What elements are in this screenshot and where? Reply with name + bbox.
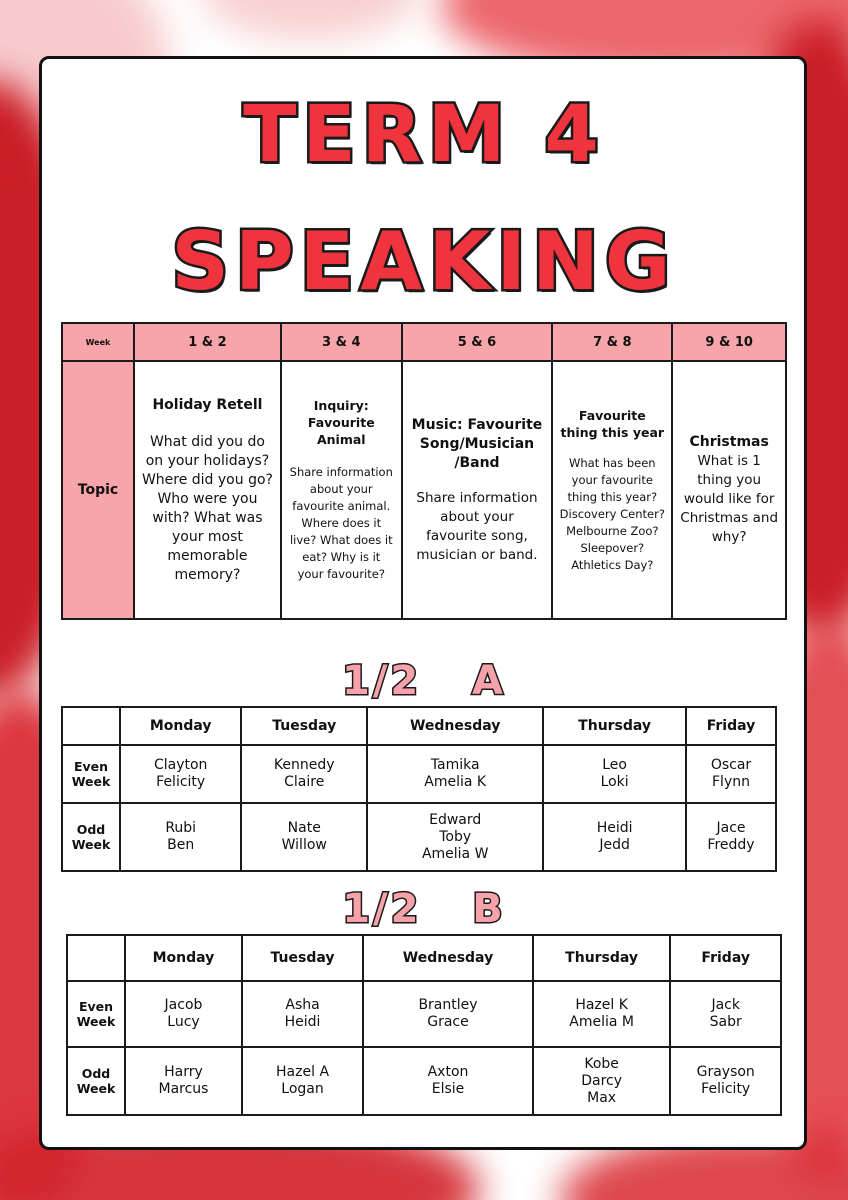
title-term: TERM 4 (243, 90, 605, 180)
student-name: Jacob (164, 997, 203, 1013)
student-name: Kobe (584, 1055, 619, 1072)
topic-table (61, 322, 787, 620)
student-name: Clayton (153, 757, 208, 773)
student-name: Harry (164, 1064, 203, 1080)
student-name: Hazel K (575, 997, 628, 1013)
topic-heading: Holiday Retell (152, 396, 263, 413)
student-name: Heidi (284, 1014, 321, 1030)
odd-week-label (67, 1047, 125, 1115)
topic-row-label: Topic (62, 361, 134, 619)
group-a-title: 1/2 A (341, 658, 506, 704)
name-cell (533, 981, 671, 1047)
even-week-label (62, 745, 120, 803)
day-header: Friday (670, 935, 781, 981)
name-cell (363, 1047, 533, 1115)
topic-body: Share information about your favourite animal. Where does it live? What does it eat? Why is it your favourite? (289, 465, 393, 581)
name-cell (363, 981, 533, 1047)
corner-cell (67, 935, 125, 981)
student-name: Axton (427, 1064, 469, 1080)
name-cell (241, 803, 367, 871)
student-name: Freddy (707, 837, 755, 853)
topic-cell (134, 361, 281, 619)
name-cell (670, 981, 781, 1047)
day-header: Thursday (533, 935, 671, 981)
week-3-4: 3 & 4 (281, 323, 402, 361)
student-name: Oscar (710, 757, 752, 773)
label-line: Week (76, 1014, 116, 1029)
label-line: Odd (76, 822, 106, 837)
week-7-8: 7 & 8 (552, 323, 672, 361)
name-cell (242, 1047, 363, 1115)
day-header: Wednesday (363, 935, 533, 981)
student-name: Loki (600, 774, 629, 790)
topic-body: What is 1 thing you would like for Christmas and why? (680, 453, 779, 545)
name-cell (367, 745, 543, 803)
topic-heading: Christmas (689, 434, 769, 450)
student-name: Nate (287, 820, 321, 836)
topic-heading: Favourite thing this year (560, 407, 665, 440)
student-name: Amelia K (424, 774, 487, 790)
label-line: Even (78, 999, 114, 1014)
student-name: Marcus (158, 1081, 209, 1097)
student-name: Felicity (701, 1081, 751, 1097)
even-week-label (67, 981, 125, 1047)
week-1-2: 1 & 2 (134, 323, 281, 361)
topic-body: What did you do on your holidays? Where did you go? Who were you with? What was your most memorable memory? (141, 433, 273, 583)
student-name: Hazel A (276, 1064, 330, 1080)
topic-cell (552, 361, 672, 619)
title-speaking: SPEAKING (171, 215, 677, 308)
student-name: Toby (439, 828, 472, 845)
name-cell (120, 745, 241, 803)
corner-cell (62, 707, 120, 745)
name-cell (686, 745, 776, 803)
topic-body: What has been your favourite thing this year? Discovery Center? Melbourne Zoo? Sleepover? Athletics Day? (559, 455, 665, 572)
student-name: Amelia M (569, 1014, 634, 1030)
student-name: Heidi (596, 820, 633, 836)
name-cell (367, 803, 543, 871)
name-cell (125, 1047, 242, 1115)
student-name: Amelia W (421, 845, 489, 862)
label-line: Even (73, 759, 109, 774)
topic-body: Share information about your favourite song, musician or band. (416, 489, 538, 563)
label-line: Week (71, 837, 111, 852)
topic-heading: Inquiry: Favourite Animal (307, 398, 375, 447)
topic-cell (672, 361, 786, 619)
student-name: Ben (167, 837, 195, 853)
student-name: Jedd (599, 837, 630, 853)
topic-heading: Music: Favourite Song/Musician /Band (411, 416, 543, 471)
student-name: Flynn (712, 774, 750, 790)
label-line: Odd (81, 1066, 111, 1081)
student-name: Leo (602, 757, 627, 773)
label-line: Week (76, 1081, 116, 1096)
student-name: Logan (281, 1081, 324, 1097)
student-name: Darcy (581, 1072, 623, 1089)
student-name: Sabr (709, 1014, 742, 1030)
student-name: Grayson (696, 1064, 755, 1080)
name-cell (241, 745, 367, 803)
week-9-10: 9 & 10 (672, 323, 786, 361)
day-header: Thursday (543, 707, 686, 745)
student-name: Claire (284, 774, 325, 790)
student-name: Felicity (156, 774, 206, 790)
day-header: Monday (125, 935, 242, 981)
name-cell (543, 803, 686, 871)
day-header: Friday (686, 707, 776, 745)
student-name: Edward (429, 811, 482, 828)
topic-cell (402, 361, 553, 619)
student-name: Rubi (165, 820, 197, 836)
student-name: Asha (285, 997, 320, 1013)
label-line: Week (71, 774, 111, 789)
topic-cell (281, 361, 402, 619)
group-b-title: 1/2 B (342, 886, 506, 932)
day-header: Tuesday (242, 935, 363, 981)
name-cell (242, 981, 363, 1047)
student-name: Lucy (167, 1014, 200, 1030)
week-5-6: 5 & 6 (402, 323, 553, 361)
name-cell (125, 981, 242, 1047)
student-name: Brantley (418, 997, 478, 1013)
day-header: Tuesday (241, 707, 367, 745)
name-cell (686, 803, 776, 871)
name-cell (670, 1047, 781, 1115)
student-name: Tamika (430, 757, 480, 773)
student-name: Jace (716, 820, 746, 836)
day-header: Monday (120, 707, 241, 745)
week-header: Week (62, 323, 134, 361)
student-name: Jack (711, 997, 740, 1013)
student-name: Max (587, 1089, 617, 1106)
student-name: Willow (281, 837, 327, 853)
student-name: Elsie (431, 1081, 465, 1097)
student-name: Kennedy (273, 757, 335, 773)
name-cell (543, 745, 686, 803)
day-header: Wednesday (367, 707, 543, 745)
odd-week-label (62, 803, 120, 871)
student-name: Grace (427, 1014, 469, 1030)
name-cell (533, 1047, 671, 1115)
name-cell (120, 803, 241, 871)
group-a-schedule (61, 706, 777, 872)
group-b-schedule (66, 934, 782, 1116)
